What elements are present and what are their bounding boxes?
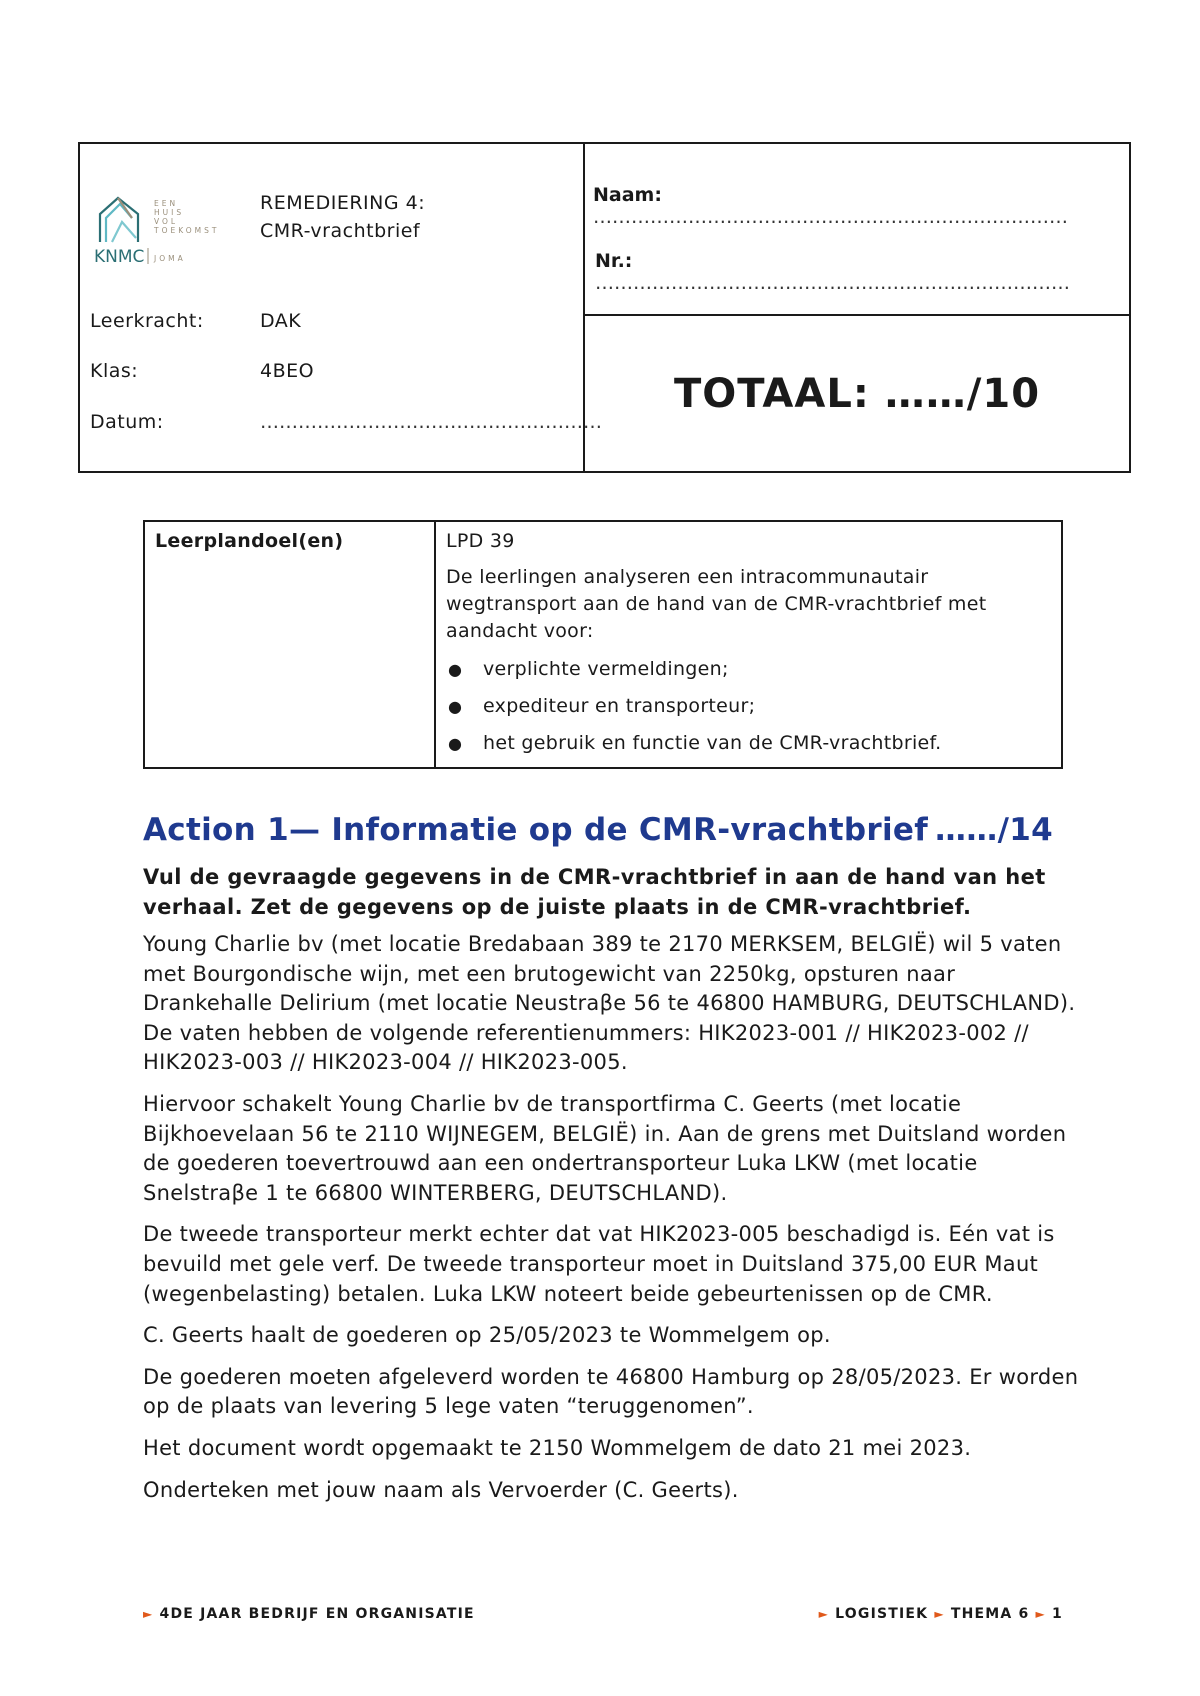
footer-course: 4DE JAAR BEDRIJF EN ORGANISATIE bbox=[159, 1606, 475, 1622]
lpd-list bbox=[446, 651, 1046, 762]
knmc-logo bbox=[92, 192, 240, 272]
story-text bbox=[143, 930, 1083, 1517]
page-number: 1 bbox=[1052, 1606, 1063, 1622]
story-paragraph: Young Charlie bv (met locatie Bredabaan 389 te 2170 MERKSEM, BELGIË) wil 5 vaten met Bourgondische wijn, met een brutogewicht van 2250kg, opsturen naar Drankehalle Delirium (met locatie Neustraβe 56 te 46800 HAMBURG, DEUTSCHLAND). De vaten hebben de volgende referentienummers: HIK2023-001 // HIK2023-002 // HIK2023-003 // HIK2023-004 // HIK2023-005. bbox=[143, 932, 1076, 1075]
leerplandoel-table bbox=[143, 520, 1063, 769]
instruction-text: Vul de gevraagde gegevens in de CMR-vrachtbrief in aan de hand van het verhaal. Zet de gegevens op de juiste plaats in de CMR-vrachtbrief. bbox=[143, 865, 1046, 919]
datum-label: Datum: bbox=[90, 411, 164, 433]
arrow-right-icon: ► bbox=[818, 1607, 830, 1621]
story-paragraph: Het document wordt opgemaakt te 2150 Wommelgem de dato 21 mei 2023. bbox=[143, 1435, 972, 1460]
footer-subject: LOGISTIEK bbox=[835, 1606, 929, 1622]
nr-label: Nr.: bbox=[595, 250, 633, 272]
logo-tagline-3: VOL bbox=[154, 217, 179, 226]
bullet-icon: ● bbox=[448, 660, 463, 679]
story-paragraph: De goederen moeten afgeleverd worden te 46800 Hamburg op 28/05/2023. Er worden op de plaats van levering 5 lege vaten “teruggenomen”. bbox=[143, 1364, 1079, 1419]
document-subtitle: CMR-vrachtbrief bbox=[260, 220, 421, 242]
list-item bbox=[446, 688, 1046, 725]
story-paragraph: Onderteken met jouw naam als Vervoerder (C. Geerts). bbox=[143, 1477, 739, 1502]
document-title: REMEDIERING 4: bbox=[260, 192, 426, 214]
story-paragraph: Hiervoor schakelt Young Charlie bv de transportfirma C. Geerts (met locatie Bijkhoevelaan 56 te 2110 WIJNEGEM, BELGIË) in. Aan de grens met Duitsland worden de goederen toevertrouwd aan een ondertransporteur Luka LKW (met locatie Snelstraβe 1 te 66800 WINTERBERG, DEUTSCHLAND). bbox=[143, 1091, 1067, 1205]
arrow-right-icon: ► bbox=[1035, 1607, 1046, 1621]
logo-sub: JOMA bbox=[154, 254, 186, 263]
action-heading bbox=[143, 812, 1068, 848]
logo-brand: KNMC bbox=[94, 247, 145, 267]
footer-theme: THEMA 6 bbox=[950, 1606, 1030, 1622]
list-item-text: verplichte vermeldingen; bbox=[483, 658, 729, 680]
arrow-right-icon: ► bbox=[934, 1607, 945, 1621]
lpd-description: De leerlingen analyseren een intracommunautair wegtransport aan de hand van de CMR-vrachtbrief met aandacht voor: bbox=[446, 566, 987, 642]
list-item bbox=[446, 651, 1046, 688]
action-title: Action 1— Informatie op de CMR-vrachtbrief bbox=[143, 812, 929, 848]
action-score: ……/14 bbox=[935, 812, 1053, 848]
klas-value: 4BEO bbox=[260, 360, 315, 382]
nr-field[interactable]: ………………………………………………………………… bbox=[595, 272, 1070, 294]
list-item bbox=[446, 725, 1046, 762]
footer-left bbox=[143, 1606, 475, 1622]
lpd-content bbox=[446, 530, 1046, 762]
lpd-code: LPD 39 bbox=[446, 530, 515, 552]
naam-field[interactable]: ………………………………………………………………… bbox=[593, 206, 1068, 228]
leerkracht-label: Leerkracht: bbox=[90, 310, 204, 332]
header-box bbox=[78, 142, 1131, 473]
naam-label: Naam: bbox=[593, 184, 662, 206]
logo-tagline-2: HUIS bbox=[154, 208, 185, 217]
lpd-divider bbox=[434, 522, 436, 767]
story-paragraph: De tweede transporteur merkt echter dat vat HIK2023-005 beschadigd is. Eén vat is bevuild met gele verf. De tweede transporteur moet in Duitsland 375,00 EUR Maut (wegenbelasting) betalen. Luka LKW noteert beide gebeurtenissen op de CMR. bbox=[143, 1222, 1055, 1306]
story-paragraph: C. Geerts haalt de goederen op 25/05/2023 te Wommelgem op. bbox=[143, 1323, 831, 1348]
logo-tagline-1: EEN bbox=[154, 199, 179, 208]
leerkracht-value: DAK bbox=[260, 310, 302, 332]
footer-right bbox=[819, 1606, 1063, 1622]
house-icon bbox=[100, 198, 138, 242]
list-item-text: expediteur en transporteur; bbox=[483, 695, 756, 717]
logo-tagline-4: TOEKOMST bbox=[154, 226, 220, 235]
lpd-heading: Leerplandoel(en) bbox=[155, 530, 344, 552]
naam-row bbox=[593, 184, 1129, 228]
bullet-icon: ● bbox=[448, 697, 463, 716]
arrow-right-icon: ► bbox=[143, 1607, 154, 1621]
totaal-score: TOTAAL: ……/10 bbox=[673, 370, 1041, 417]
bullet-icon: ● bbox=[448, 734, 463, 753]
list-item-text: het gebruik en functie van de CMR-vrachtbrief. bbox=[483, 732, 942, 754]
nr-row bbox=[595, 250, 1129, 294]
klas-label: Klas: bbox=[90, 360, 139, 382]
datum-value[interactable]: ……………………………………………… bbox=[260, 411, 602, 433]
